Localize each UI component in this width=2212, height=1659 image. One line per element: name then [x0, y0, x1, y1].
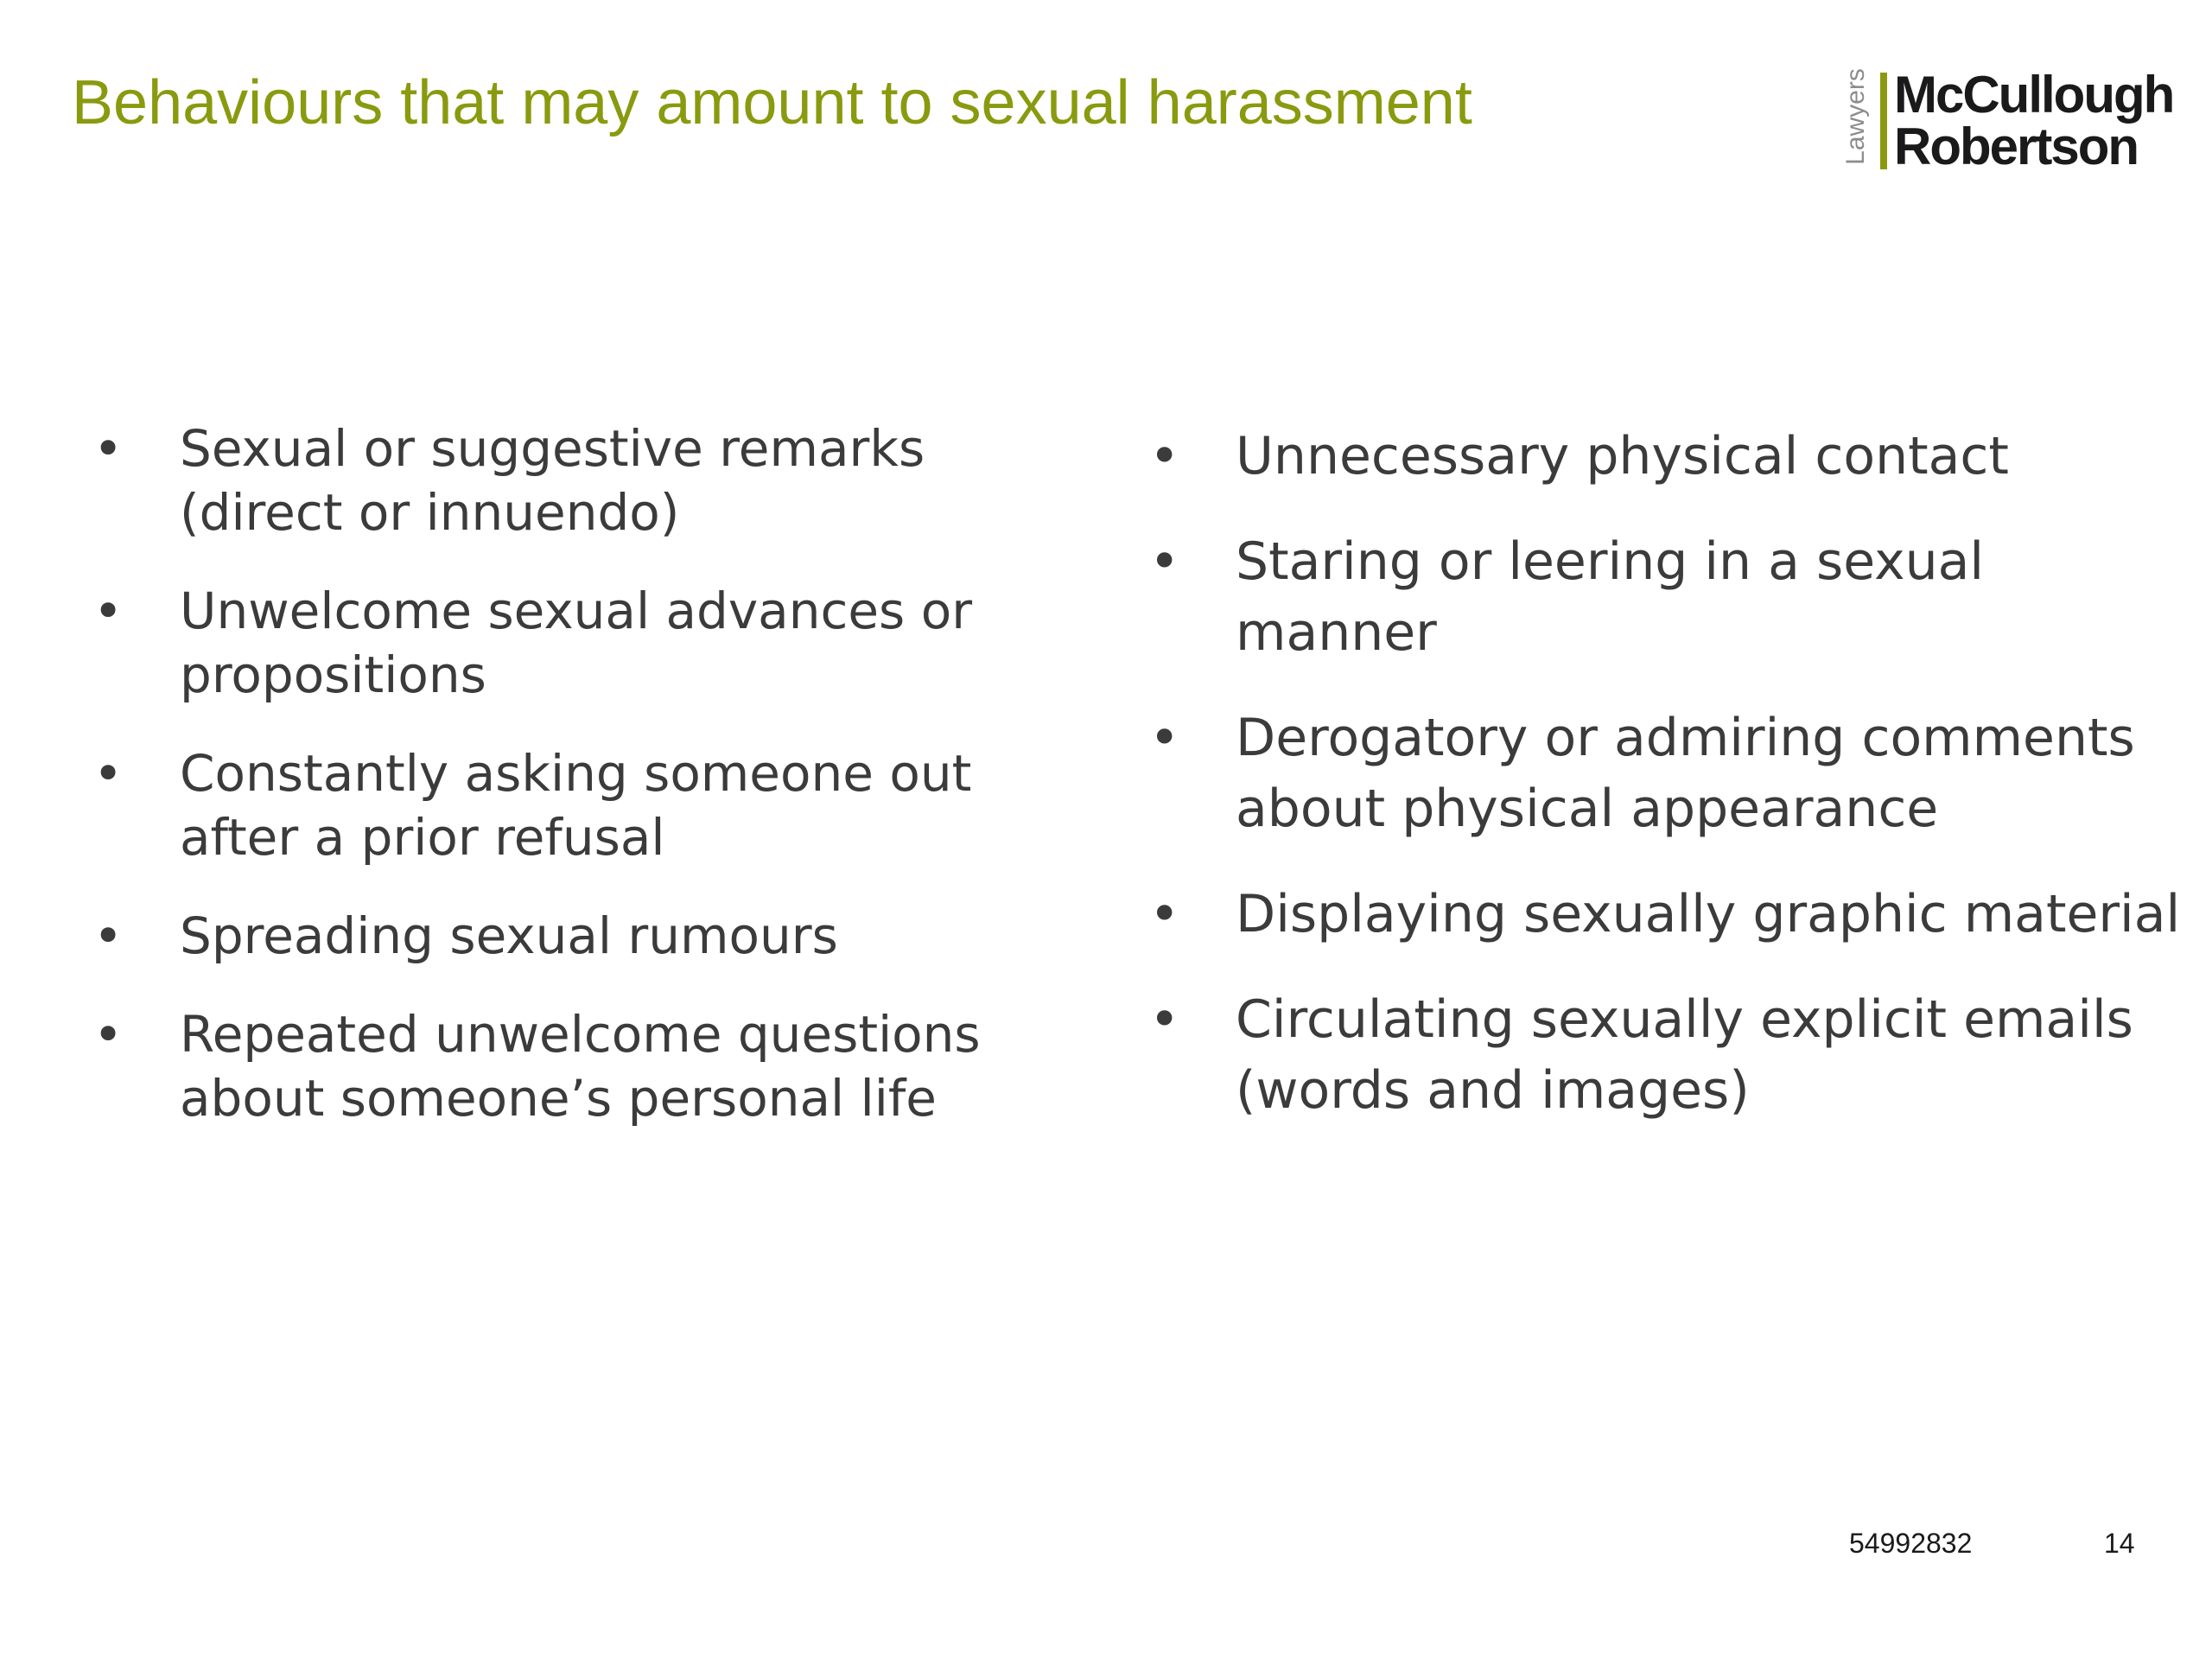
left-bullet-list [93, 416, 1061, 1165]
bullet-icon: • [93, 906, 124, 965]
bullet-text: Circulating sexually explicit emails (words and images) [1236, 989, 2133, 1121]
bullet-item [1149, 702, 2186, 844]
bullet-text: Unnecessary physical contact [1236, 426, 2009, 486]
bullet-icon: • [1149, 884, 1180, 944]
bullet-item [1149, 984, 2186, 1126]
bullet-item [1149, 421, 2186, 492]
bullet-text: Repeated unwelcome questions about someone’s personal life [180, 1005, 981, 1128]
bullet-icon: • [1149, 708, 1180, 768]
bullet-text: Derogatory or admiring comments about physical appearance [1236, 708, 2135, 839]
logo-accent-bar [1880, 73, 1887, 169]
bullet-item [93, 904, 1061, 968]
bullet-icon: • [93, 744, 124, 803]
logo-name-line1: McCullough [1894, 66, 2174, 124]
bullet-text: Sexual or suggestive remarks (direct or innuendo) [180, 419, 925, 542]
logo-tagline: Lawyers [1841, 68, 1870, 165]
bullet-item [93, 741, 1061, 869]
bullet-text: Spreading sexual rumours [180, 906, 838, 965]
bullet-icon: • [1149, 989, 1180, 1050]
bullet-icon: • [93, 582, 124, 640]
bullet-icon: • [93, 1005, 124, 1064]
company-logo [1839, 60, 2174, 181]
bullet-item [93, 416, 1061, 544]
document-reference: 54992832 [1849, 1528, 1973, 1559]
bullet-text: Displaying sexually graphic material [1236, 884, 2181, 944]
bullet-text: Staring or leering in a sexual manner [1236, 531, 1985, 663]
slide-title: Behaviours that may amount to sexual harassment [72, 68, 1472, 137]
bullet-item [93, 1002, 1061, 1130]
bullet-icon: • [93, 419, 124, 478]
logo-name-line2: Robertson [1894, 118, 2138, 175]
bullet-text: Unwelcome sexual advances or propositions [180, 582, 973, 704]
bullet-item [93, 579, 1061, 707]
bullet-item [1149, 526, 2186, 668]
right-bullet-list [1149, 421, 2186, 1160]
bullet-icon: • [1149, 531, 1180, 592]
bullet-icon: • [1149, 426, 1180, 486]
bullet-text: Constantly asking someone out after a prior refusal [180, 744, 972, 867]
page-number: 14 [2104, 1528, 2135, 1559]
bullet-item [1149, 879, 2186, 950]
